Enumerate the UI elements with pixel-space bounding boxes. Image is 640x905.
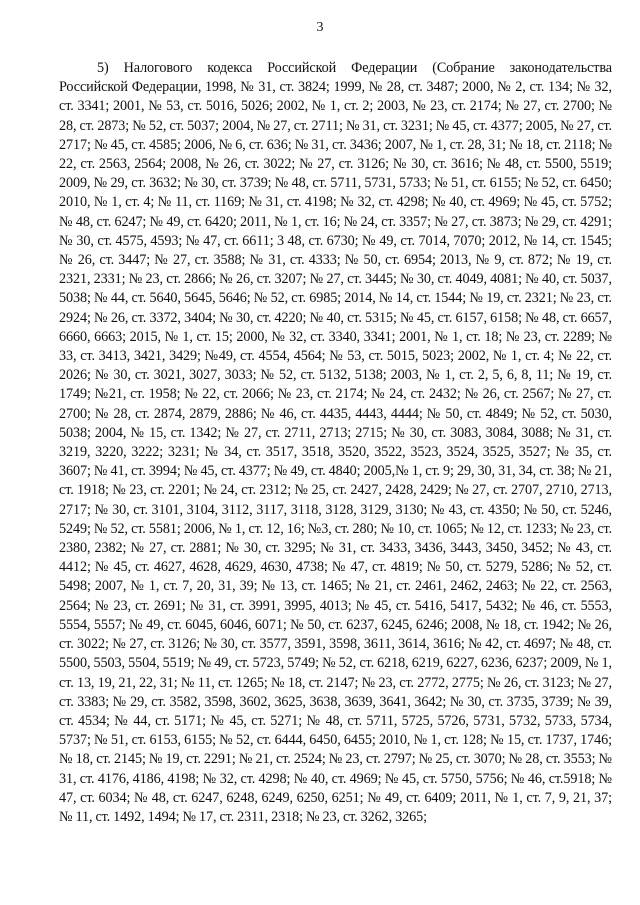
page-number: 3 bbox=[316, 20, 324, 35]
paragraph-item-5: 5) Налогового кодекса Российской Федерации (Собрание законодательства Российской Федерации, 1998, № 31, ст. 3824; 1999, № 28, ст. 3487; 2000, № 2, ст. 134; № 32, ст. 3341; 2001, № 53, ст. 5016, 5026; 2002, № 1, ст. 2; 2003, № 23, ст. 2174; № 27, ст. 2700; № 28, ст. 2873; № 52, ст. 5037; 2004, № 27, ст. 2711; № 31, ст. 3231; № 45, ст. 4377; 2005, № 27, ст. 2717; № 45, ст. 4585; 2006, № 6, ст. 636; № 31, ст. 3436; 2007, № 1, ст. 28, 31; № 18, ст. 2118; № 22, ст. 2563, 2564; 2008, № 26, ст. 3022; № 27, ст. 3126; № 30, ст. 3616; № 48, ст. 5500, 5519; 2009, № 29, ст. 3632; № 30, ст. 3739; № 48, ст. 5711, 5731, 5733; № 51, ст. 6155; № 52, ст. 6450; 2010, № 1, ст. 4; № 11, ст. 1169; № 31, ст. 4198; № 32, ст. 4298; № 40, ст. 4969; № 45, ст. 5752; № 48, ст. 6247; № 49, ст. 6420; 2011, № 1, ст. 16; № 24, ст. 3357; № 27, ст. 3873; № 29, ст. 4291; № 30, ст. 4575, 4593; № 47, ст. 6611; 3 48, ст. 6730; № 49, ст. 7014, 7070; 2012, № 14, ст. 1545; № 26, ст. 3447; № 27, ст. 3588; № 31, ст. 4333; № 50, ст. 6954; 2013, № 9, ст. 872; № 19, ст. 2321, 2331; № 23, ст. 2866; № 26, ст. 3207; № 27, ст. 3445; № 30, ст. 4049, 4081; № 40, ст. 5037, 5038; № 44, ст. 5640, 5645, 5646; № 52, ст. 6985; 2014, № 14, ст. 1544; № 19, ст. 2321; № 23, ст. 2924; № 26, ст. 3372, 3404; № 30, ст. 4220; № 40, ст. 5315; № 45, ст. 6157, 6158; № 48, ст. 6657, 6660, 6663; 2015, № 1, ст. 15; 2000, № 32, ст. 3340, 3341; 2001, № 1, ст. 18; № 23, ст. 2289; № 33, ст. 3413, 3421, 3429; №49, ст. 4554, 4564; № 53, ст. 5015, 5023; 2002, № 1, ст. 4; № 22, ст. 2026; № 30, ст. 3021, 3027, 3033; № 52, ст. 5132, 5138; 2003, № 1, ст. 2, 5, 6, 8, 11; № 19, ст. 1749; №21, ст. 1958; № 22, ст. 2066; № 23, ст. 2174; № 24, ст. 2432; № 26, ст. 2567; № 27, ст. 2700; № 28, ст. 2874, 2879, 2886; № 46, ст. 4435, 4443, 4444; № 50, ст. 4849; № 52, ст. 5030, 5038; 2004, № 15, ст. 1342; № 27, ст. 2711, 2713; 2715; № 30, ст. 3083, 3084, 3088; № 31, ст. 3219, 3220, 3222; 3231; № 34, ст. 3517, 3518, 3520, 3522, 3523, 3524, 3525, 3527; № 35, ст. 3607; № 41, ст. 3994; № 45, ст. 4377; № 49, ст. 4840; 2005,№ 1, ст. 9; 29, 30, 31, 34, ст. 38; № 21, ст. 1918; № 23, ст. 2201; № 24, ст. 2312; № 25, ст. 2427, 2428, 2429; № 27, ст. 2707, 2710, 2713, 2717; № 30, ст. 3101, 3104, 3112, 3117, 3118, 3128, 3129, 3130; № 43, ст. 4350; № 50, ст. 5246, 5249; № 52, ст. 5581; 2006, № 1, ст. 12, 16; №3, ст. 280; № 10, ст. 1065; № 12, ст. 1233; № 23, ст. 2380, 2382; № 27, ст. 2881; № 30, ст. 3295; № 31, ст. 3433, 3436, 3443, 3450, 3452; № 43, ст. 4412; № 45, ст. 4627, 4628, 4629, 4630, 4738; № 47, ст. 4819; № 50, ст. 5279, 5286; № 52, ст. 5498; 2007, № 1, ст. 7, 20, 31, 39; № 13, ст. 1465; № 21, ст. 2461, 2462, 2463; № 22, ст. 2563, 2564; № 23, ст. 2691; № 31, ст. 3991, 3995, 4013; № 45, ст. 5416, 5417, 5432; № 46, ст. 5553, 5554, 5557; № 49, ст. 6045, 6046, 6071; № 50, ст. 6237, 6245, 6246; 2008, № 18, ст. 1942; № 26, ст. 3022; № 27, ст. 3126; № 30, ст. 3577, 3591, 3598, 3611, 3614, 3616; № 42, ст. 4697; № 48, ст. 5500, 5503, 5504, 5519; № 49, ст. 5723, 5749; № 52, ст. 6218, 6219, 6227, 6236, 6237; 2009, № 1, ст. 13, 19, 21, 22, 31; № 11, ст. 1265; № 18, ст. 2147; № 23, ст. 2772, 2775; № 26, ст. 3123; № 27, ст. 3383; № 29, ст. 3582, 3598, 3602, 3625, 3638, 3639, 3641, 3642; № 30, ст. 3735, 3739; № 39, ст. 4534; № 44, ст. 5171; № 45, ст. 5271; № 48, ст. 5711, 5725, 5726, 5731, 5732, 5733, 5734, 5737; № 51, ст. 6153, 6155; № 52, ст. 6444, 6450, 6455; 2010, № 1, ст. 128; № 15, ст. 1737, 1746; № 18, ст. 2145; № 19, ст. 2291; № 21, ст. 2524; № 23, ст. 2797; № 25, ст. 3070; № 28, ст. 3553; № 31, ст. 4176, 4186, 4198; № 32, ст. 4298; № 40, ст. 4969; № 45, ст. 5750, 5756; № 46, ст.5918; № 47, ст. 6034; № 48, ст. 6247, 6248, 6249, 6250, 6251; № 49, ст. 6409; 2011, № 1, ст. 7, 9, 21, 37; № 11, ст. 1492, 1494; № 17, ст. 2311, 2318; № 23, ст. 3262, 3265; bbox=[59, 60, 612, 825]
